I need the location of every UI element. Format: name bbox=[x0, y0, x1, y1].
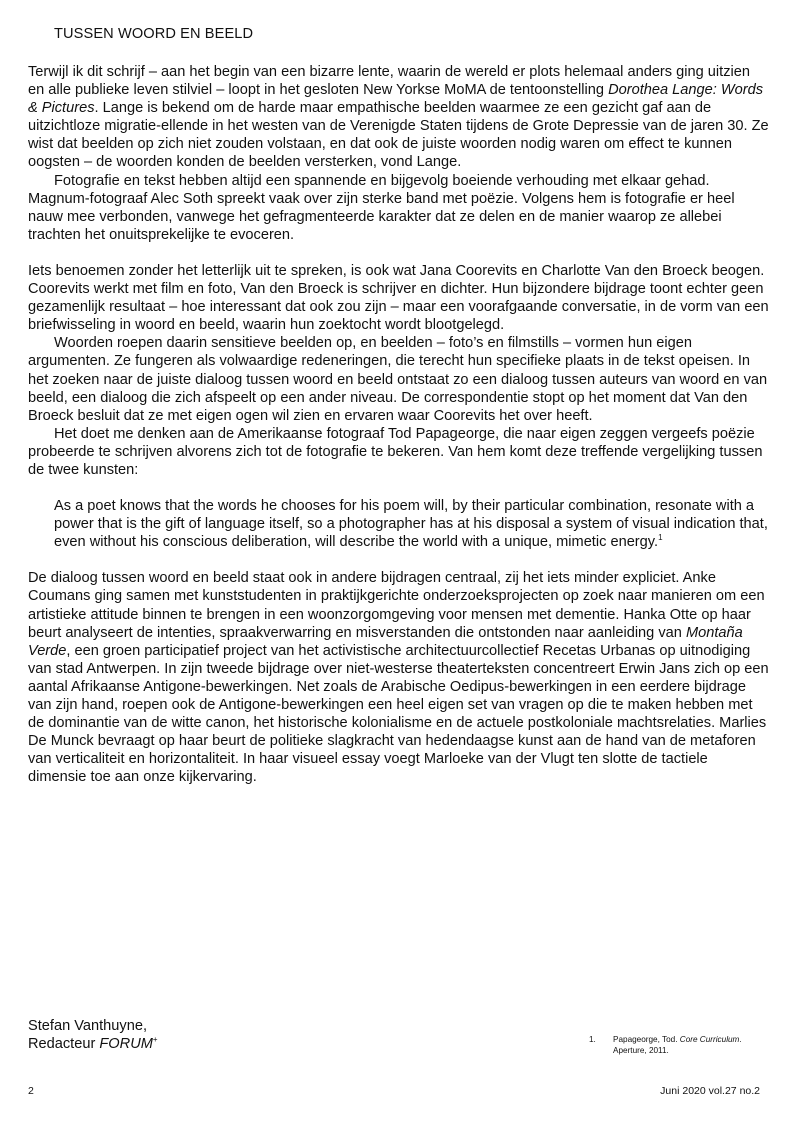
page-number: 2 bbox=[28, 1085, 34, 1097]
paragraph bbox=[28, 63, 770, 172]
italic-text: Dorothea Lange: Words & Pictures bbox=[28, 82, 764, 117]
text-run: As a poet knows that the words he chooses for his poem will, by their particular combination, resonate with a power that is the gift of language itself, so a photographer has at his disposal a system of visual indication that, even without his conscious deliberation, will describe the world with a unique, mimetic energy. bbox=[54, 498, 768, 551]
text-run: , een groen participatief project van het activistische architectuurcollectief Recetas Urbanas op uitnodiging van stad Antwerpen. In zijn tweede bijdrage over niet-westerse theaterteksten concentreert Erwin Jans zich op een aantal Afrikaanse Antigone-bewerkingen. Net zoals de Arabische Oedipus-bewerkingen in een eerdere bijdrage van zijn hand, roepen ook de Antigone-bewerkingen een heel eigen set van vragen op die te maken hebben met de dominantie van de witte canon, het historische kolonialisme en de actuele postkoloniale machtsrelaties. Marlies De Munck bevraagt op haar beurt de politieke slagkracht van hedendaagse kunst aan de hand van de metaforen van verticaliteit en horizontaliteit. In haar visueel essay voegt Marloeke van der Vlugt ten slotte de tactiele dimensie toe aan onze kijkervaring. bbox=[28, 642, 769, 786]
italic-text: Montaña Verde bbox=[28, 624, 743, 659]
text-run: Het doet me denken aan de Amerikaanse fotograaf Tod Papageorge, die naar eigen zeggen vergeefs poëzie probeerde te schrijven alvorens zich tot de fotografie te bekeren. Van hem komt deze treffende vergelijking tussen de twee kunsten: bbox=[28, 425, 763, 478]
text-run: Woorden roepen daarin sensitieve beelden op, en beelden – foto’s en filmstills – vormen hun eigen argumenten. Ze fungeren als volwaardige redeneringen, die terecht hun specifieke plaats in de tekst opeisen. In het zoeken naar de juiste dialoog tussen woord en beeld ontstaat zo een dialoog tussen auteurs van woord en van beeld, een dialoog die zich afspeelt op een ander niveau. De correspondentie stopt op het moment dat Van den Broeck besluit dat ze met eigen ogen wil zien en ervaren waar Coorevits het over heeft. bbox=[28, 335, 768, 424]
issue-info: Juni 2020 vol.27 no.2 bbox=[660, 1085, 760, 1097]
article-body bbox=[28, 63, 770, 786]
paragraph bbox=[28, 334, 770, 424]
block-quote bbox=[54, 497, 770, 551]
text-run: Iets benoemen zonder het letterlijk uit te spreken, is ook wat Jana Coorevits en Charlotte Van den Broeck beogen. Coorevits werkt met film en foto, Van den Broeck is schrijver en dichter. Hun bijzondere bijdrage toont echter geen gezamenlijk resultaat – hoe interessant dat ook zou zijn – maar een voorafgaande conversatie, in de vorm van een briefwisseling in woord en beeld, waarin hun zoektocht wordt blootgelegd. bbox=[28, 262, 769, 334]
text-run: Terwijl ik dit schrijf – aan het begin van een bizarre lente, waarin de wereld er plots helemaal anders ging uitzien en alle publieke leven stilviel – loopt in het gesloten New Yorkse MoMA de tentoonstelling bbox=[28, 64, 750, 99]
text-run: . Lange is bekend om de harde maar empathische beelden waarmee ze een gezicht gaf aan de uitzichtloze migratie-ellende in het westen van de Verenigde Staten tijdens de Grote Depressie van de jaren 30. Ze wist dat beelden op zich niet zouden volstaan, en dat ook de juiste woorden nodig waren om effect te kunnen oogsten – de woorden konden de beelden versterken, vond Lange. bbox=[28, 100, 769, 171]
paragraph bbox=[28, 425, 770, 479]
text-run: De dialoog tussen woord en beeld staat ook in andere bijdragen centraal, zij het iets minder expliciet. Anke Coumans ging samen met kunststudenten in praktijkgerichte onderzoeksprojecten op zoek naar manieren om een artistieke attitude binnen te brengen in een woonzorgomgeving voor mensen met dementie. Hanka Otte op haar beurt analyseert de intenties, spraakverwarring en misverstanden die ontstonden naar aanleiding van bbox=[28, 570, 765, 641]
publication-name: FORUM bbox=[99, 1036, 153, 1053]
paragraph bbox=[28, 569, 770, 786]
author-name: Stefan Vanthuyne, bbox=[28, 1018, 148, 1034]
author-role: Redacteur FORUM+ bbox=[28, 1035, 158, 1053]
signature bbox=[28, 1017, 158, 1053]
paragraph bbox=[28, 262, 770, 334]
footnote-ref: 1 bbox=[658, 533, 663, 543]
footnote-number: 1. bbox=[589, 1035, 596, 1044]
paragraph bbox=[28, 172, 770, 244]
text-run: Fotografie en tekst hebben altijd een spannende en bijgevolg boeiende verhouding met elkaar gehad. Magnum-fotograaf Alec Soth spreekt vaak over zijn sterke band met poëzie. Volgens hem is fotografie er heel nauw mee verbonden, vanwege het gefragmenteerde karakter dat ze delen en de manier waarop ze allebei trachten het onuitsprekelijke te evoceren. bbox=[28, 172, 735, 243]
footnote-text: Papageorge, Tod. Core Curriculum. Aperture, 2011. bbox=[613, 1035, 742, 1055]
page-title: TUSSEN WOORD EN BEELD bbox=[54, 26, 254, 42]
